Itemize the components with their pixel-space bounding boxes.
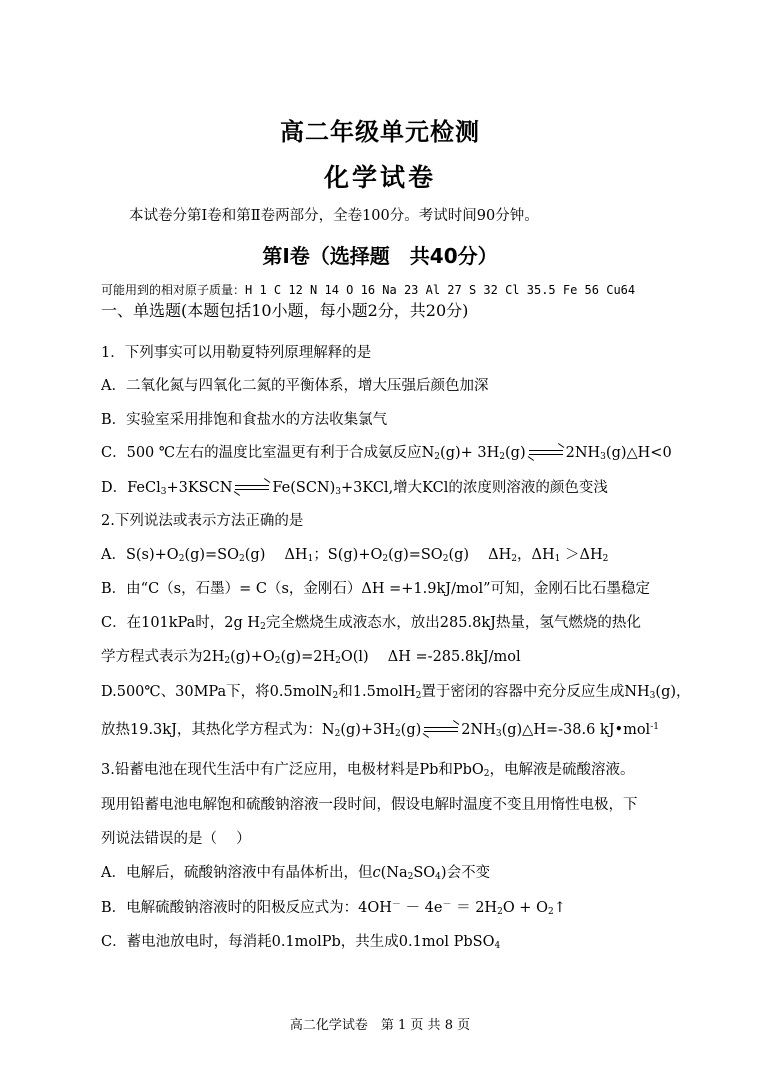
q3-option-a: A．电解后，硫酸钠溶液中有晶体析出，但$c(Na_2SO_4)$会不变 bbox=[101, 865, 491, 882]
q1-option-b: B．实验室采用排饱和食盐水的方法收集氯气 bbox=[101, 412, 388, 428]
q2-option-b: B．由“C（s，石墨）= C（s，金刚石）ΔH =+1.9kJ/mol”可知，金刚石比石墨稳定 bbox=[101, 581, 650, 597]
q3-stem-line2: 现用铅蓄电池电解饱和硫酸钠溶液一段时间，假设电解时温度不变且用惰性电极，下 bbox=[101, 797, 638, 813]
q2-option-d-line2: 放热19.3kJ，其热化学方程式为：$N_2(g)+3H_2(g)$ $2NH_3(g)\triangle H=-38.6$ kJ•mol$^{-1}$ bbox=[101, 722, 659, 739]
q1-option-d: D．FeCl$_3$+3KSCN $Fe(SCN)_3+3KCl$,增大KCl的浓度则溶液的颜色变浅 bbox=[101, 480, 608, 497]
q3-option-b: B．电解硫酸钠溶液时的阳极反应式为：$4OH^- - 4e^- = 2H_2O$ + $O_2↑$ bbox=[101, 900, 566, 917]
q1-stem: 1．下列事实可以用勒夏特列原理解释的是 bbox=[101, 345, 372, 361]
part-title: 第Ⅰ卷（选择题 共40分） bbox=[262, 244, 498, 268]
q2-option-a: A．$S(s)+O_2(g)=SO_2(g)$ $\Delta H_1$；$S(g)+O_2(g)=SO_2(g)$ $\Delta H_2$，$\Delta H_1 >\Delta H_2$ bbox=[101, 547, 609, 564]
q2-option-c-line1: C．在101kPa时，2g $H_2$完全燃烧生成液态水，放出285.8kJ热量，氢气燃烧的热化 bbox=[101, 615, 641, 632]
q2-option-d-line1: D.500℃、30MPa下，将0.5molN$_2$和1.5molH$_2$置于密闭的容器中充分反应生成$NH_3(g)$， bbox=[101, 684, 691, 701]
q3-stem-line3: 列说法错误的是（ ） bbox=[101, 831, 251, 847]
q3-stem-line1: 3.铅蓄电池在现代生活中有广泛应用，电极材料是Pb和PbO$_2$，电解液是硫酸溶液。 bbox=[101, 762, 635, 779]
equilibrium-arrow-icon bbox=[529, 448, 563, 458]
equilibrium-arrow-icon bbox=[424, 725, 458, 735]
page-footer: 高二化学试卷 第 1 页 共 8 页 bbox=[289, 1018, 471, 1033]
q2-stem: 2.下列说法或表示方法正确的是 bbox=[101, 513, 304, 529]
equilibrium-arrow-icon bbox=[235, 483, 269, 493]
q1-option-c: C．500 ℃左右的温度比室温更有利于合成氨反应$N_2(g)+ 3H_2(g)$ $2NH_3(g)\triangle H<0$ bbox=[101, 445, 672, 462]
atomic-masses: 可能用到的相对原子质量：H 1 C 12 N 14 O 16 Na 23 Al 27 S 32 Cl 35.5 Fe 56 Cu64 bbox=[101, 283, 636, 297]
q1-option-a: A．二氧化氮与四氧化二氮的平衡体系，增大压强后颜色加深 bbox=[101, 378, 489, 394]
q2-option-c-line2: 学方程式表示为$2H_2(g)+O_2(g)=2H_2O(l)$ ΔH =-285.8kJ/mol bbox=[101, 649, 521, 666]
q3-option-c: C．蓄电池放电时，每消耗0.1molPb，共生成0.1mol PbSO$_4$ bbox=[101, 934, 501, 951]
exam-title: 高二年级单元检测 bbox=[280, 117, 480, 146]
exam-instructions: 本试卷分第Ⅰ卷和第Ⅱ卷两部分，全卷100分。考试时间90分钟。 bbox=[129, 208, 539, 224]
section-heading: 一、单选题(本题包括10小题，每小题2分，共20分) bbox=[101, 301, 469, 320]
exam-subject: 化学试卷 bbox=[323, 163, 436, 192]
